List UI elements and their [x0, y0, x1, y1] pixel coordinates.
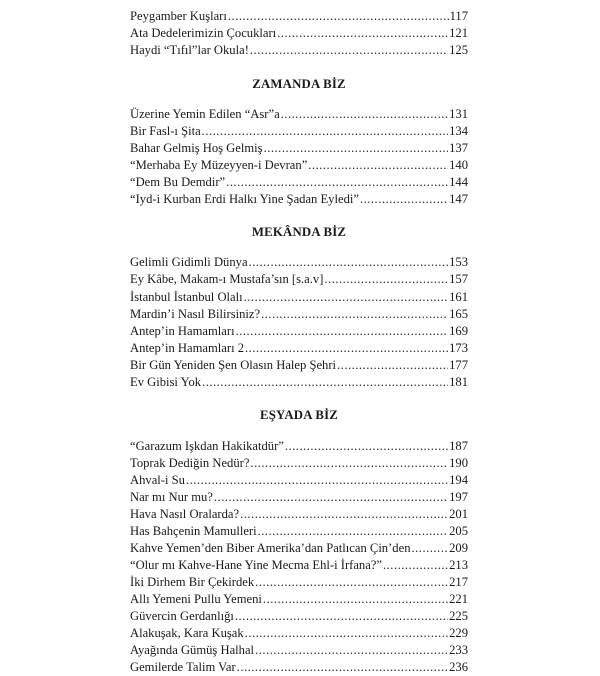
entry-page-number: 140 — [449, 158, 468, 173]
dot-leader — [226, 174, 448, 191]
entry-title: Has Bahçenin Mamulleri — [130, 524, 257, 539]
entry-page-number: 233 — [449, 643, 468, 658]
section-heading: MEKÂNDA BİZ — [251, 225, 347, 240]
entry-page-number: 229 — [449, 626, 468, 641]
entry-title: “Dem Bu Demdir” — [130, 175, 226, 190]
toc-entry — [130, 642, 468, 659]
entry-page-number: 225 — [449, 609, 468, 624]
dot-leader — [237, 659, 448, 676]
entry-title: Bir Fasl-ı Şita — [130, 124, 201, 139]
entry-title: Haydi “Tıfıl”lar Okula! — [130, 43, 249, 58]
entry-title: Üzerine Yemin Edilen “Asr”a — [130, 107, 280, 122]
entry-title: “Garazum Işkdan Hakikatdür” — [130, 438, 284, 453]
dot-leader — [360, 191, 448, 208]
dot-leader — [245, 340, 448, 357]
entry-page-number: 236 — [449, 660, 468, 675]
entry-title: Nar mı Nur mu? — [130, 489, 213, 504]
dot-leader — [281, 106, 448, 123]
toc-entry — [130, 557, 468, 574]
toc-entry — [130, 574, 468, 591]
entry-title: Alakuşak, Kara Kuşak — [130, 626, 244, 641]
dot-leader — [255, 574, 448, 591]
dot-leader — [249, 254, 449, 271]
toc-entry — [130, 374, 468, 391]
toc-entry — [130, 608, 468, 625]
entry-page-number: 131 — [449, 107, 468, 122]
toc-entry — [130, 289, 468, 306]
toc-section — [130, 407, 468, 676]
dot-leader — [228, 8, 449, 25]
table-of-contents — [130, 8, 468, 676]
dot-leader — [235, 608, 448, 625]
toc-entry — [130, 506, 468, 523]
entry-title: Ata Dedelerimizin Çocukları — [130, 26, 277, 41]
entry-page-number: 125 — [449, 43, 468, 58]
entry-title: Ahval-i Su — [130, 472, 185, 487]
toc-entry — [130, 489, 468, 506]
entry-page-number: 137 — [449, 141, 468, 156]
entry-page-number: 157 — [449, 272, 468, 287]
toc-entry — [130, 455, 468, 472]
dot-leader — [258, 523, 449, 540]
section-heading: EŞYADA BİZ — [260, 407, 338, 422]
toc-entry — [130, 174, 468, 191]
dot-leader — [186, 472, 448, 489]
dot-leader — [236, 323, 449, 340]
entry-title: Ey Kâbe, Makam-ı Mustafa’sın [s.a.v] — [130, 272, 324, 287]
toc-entry — [130, 540, 468, 557]
toc-entry — [130, 254, 468, 271]
toc-entry — [130, 123, 468, 140]
entry-page-number: 117 — [449, 9, 468, 23]
toc-entry — [130, 306, 468, 323]
entry-page-number: 147 — [449, 192, 468, 207]
toc-entry — [130, 106, 468, 123]
dot-leader — [383, 557, 448, 574]
entry-page-number: 177 — [449, 357, 468, 372]
entry-title: Toprak Dediğin Nedür? — [130, 455, 250, 470]
entry-title: Antep’in Hamamları 2 — [130, 340, 245, 355]
entry-page-number: 144 — [449, 175, 468, 190]
toc-entry — [130, 157, 468, 174]
entry-title: Hava Nasıl Oralarda? — [130, 506, 240, 521]
entry-page-number: 213 — [449, 558, 468, 573]
entry-page-number: 121 — [449, 26, 468, 41]
entry-title: Gemilerde Talim Var — [130, 660, 236, 675]
entry-title: Bahar Gelmiş Hoş Gelmiş — [130, 141, 263, 156]
entry-page-number: 194 — [449, 472, 468, 487]
section-heading: ZAMANDA BİZ — [252, 77, 346, 92]
entry-page-number: 209 — [449, 541, 468, 556]
entry-page-number: 221 — [449, 592, 468, 607]
dot-leader — [214, 489, 448, 506]
dot-leader — [285, 438, 448, 455]
entry-title: İstanbul İstanbul Olalı — [130, 289, 243, 304]
entry-page-number: 173 — [449, 340, 468, 355]
toc-entry — [130, 271, 468, 288]
dot-leader — [202, 374, 448, 391]
dot-leader — [255, 642, 448, 659]
entry-page-number: 197 — [449, 489, 468, 504]
entry-page-number: 201 — [449, 506, 468, 521]
dot-leader — [337, 357, 448, 374]
toc-entry — [130, 438, 468, 455]
toc-entry — [130, 8, 468, 25]
entry-title: Bir Gün Yeniden Şen Olasın Halep Şehri — [130, 357, 337, 372]
dot-leader — [240, 506, 448, 523]
toc-section — [130, 224, 468, 390]
entry-page-number: 205 — [449, 524, 468, 539]
entry-title: “Olur mı Kahve-Hane Yine Mecma Ehl-i İrfana?” — [130, 558, 382, 573]
dot-leader — [261, 306, 448, 323]
dot-leader — [277, 25, 448, 42]
toc-entry — [130, 472, 468, 489]
entry-title: Kahve Yemen’den Biber Amerika’dan Patlıcan Çin’den — [130, 541, 411, 556]
entry-page-number: 165 — [449, 306, 468, 321]
entry-page-number: 190 — [449, 455, 468, 470]
toc-entry — [130, 523, 468, 540]
entry-page-number: 161 — [449, 289, 468, 304]
dot-leader — [250, 42, 448, 59]
entry-page-number: 153 — [449, 255, 468, 270]
entry-page-number: 134 — [449, 124, 468, 139]
entry-title: Allı Yemeni Pullu Yemeni — [130, 592, 262, 607]
dot-leader — [412, 540, 449, 557]
toc-entry — [130, 323, 468, 340]
toc-section — [130, 76, 468, 208]
entry-title: Gelimli Gidimli Dünya — [130, 255, 248, 270]
toc-entry — [130, 191, 468, 208]
toc-entry — [130, 357, 468, 374]
dot-leader — [202, 123, 448, 140]
entry-page-number: 217 — [449, 575, 468, 590]
dot-leader — [244, 289, 448, 306]
entry-title: Ayağında Gümüş Halhal — [130, 643, 255, 658]
toc-entry — [130, 659, 468, 676]
toc-entry — [130, 42, 468, 59]
entry-title: Ev Gibisi Yok — [130, 374, 202, 389]
dot-leader — [308, 157, 448, 174]
toc-section — [130, 8, 468, 59]
dot-leader — [250, 455, 448, 472]
entry-title: Antep’in Hamamları — [130, 323, 235, 338]
dot-leader — [245, 625, 448, 642]
entry-title: Peygamber Kuşları — [130, 9, 227, 23]
dot-leader — [264, 140, 449, 157]
toc-entry — [130, 140, 468, 157]
entry-title: İki Dirhem Bir Çekirdek — [130, 575, 255, 590]
dot-leader — [324, 271, 448, 288]
entry-title: Mardin’i Nasıl Bilirsiniz? — [130, 306, 261, 321]
entry-page-number: 181 — [449, 374, 468, 389]
toc-entry — [130, 25, 468, 42]
toc-entry — [130, 625, 468, 642]
toc-entry — [130, 340, 468, 357]
entry-title: “Iyd-i Kurban Erdi Halkı Yine Şadan Eyledi” — [130, 192, 359, 207]
entry-title: “Merhaba Ey Müzeyyen-i Devran” — [130, 158, 308, 173]
entry-title: Güvercin Gerdanlığı — [130, 609, 234, 624]
entry-page-number: 169 — [449, 323, 468, 338]
entry-page-number: 187 — [449, 438, 468, 453]
